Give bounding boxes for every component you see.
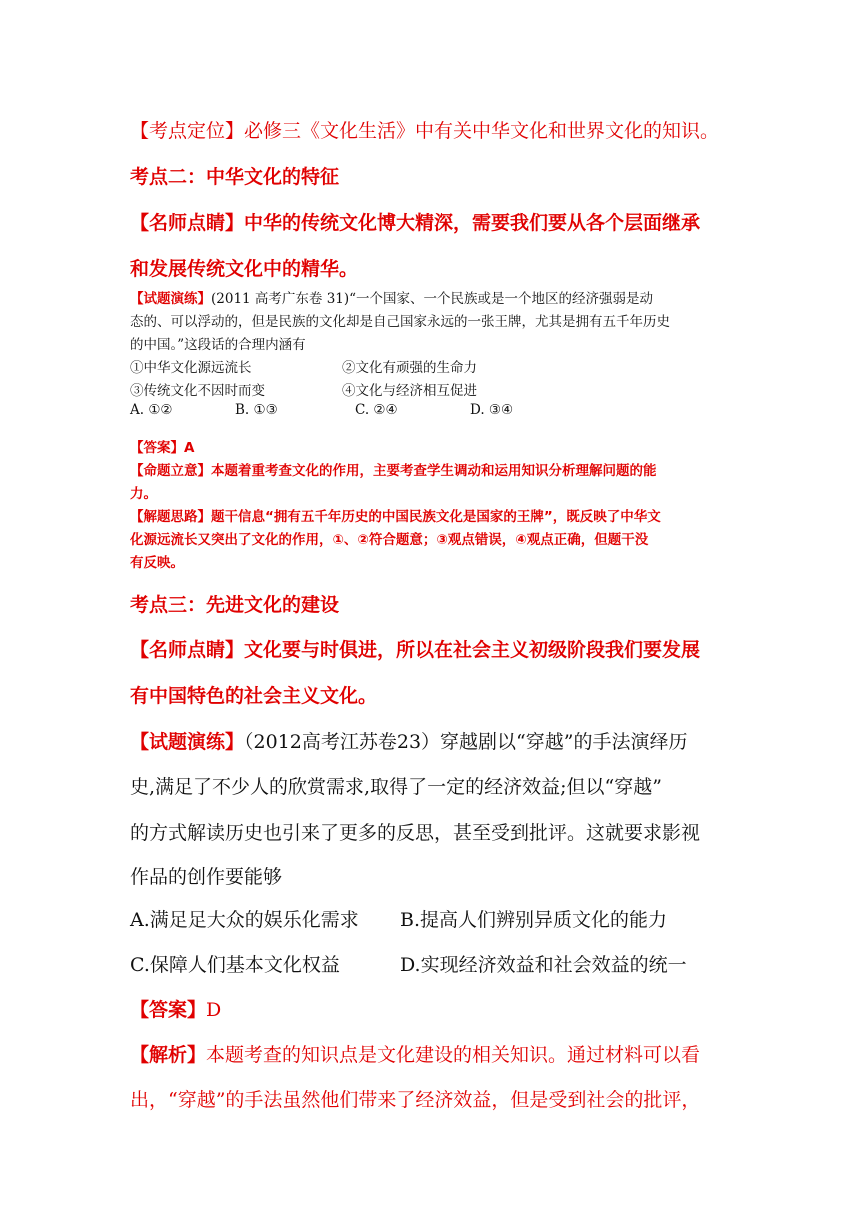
choice-b: B.提高人们辨别异质文化的能力	[400, 909, 668, 931]
analysis-line2: 出，“穿越”的手法虽然他们带来了经济效益，但是受到社会的批评，	[130, 1089, 701, 1111]
question-text: (2011 高考广东卷 31)“一个国家、一个民族或是一个地区的经济强弱是动	[211, 291, 654, 307]
choice-d: D.实现经济效益和社会效益的统一	[400, 954, 687, 976]
question-1-line2: 态的、可以浮动的，但是民族的文化却是自己国家永远的一张王牌，尤其是拥有五千年历史	[130, 314, 670, 330]
answer-value: D	[206, 999, 222, 1021]
intent-line1: 【命题立意】本题着重考查文化的作用，主要考查学生调动和运用知识分析理解问题的能	[130, 463, 657, 479]
statement-item: ①中华文化源远流长	[130, 360, 252, 376]
choice-d: D. ③④	[470, 402, 514, 418]
intent-line2: 力。	[130, 486, 157, 502]
section-heading-2: 考点二：中华文化的特征	[130, 166, 340, 188]
question-2-line1	[130, 727, 687, 754]
bracket-label: 【答案】	[130, 999, 207, 1021]
choice-a: A.满足足大众的娱乐化需求	[130, 909, 359, 931]
teacher-tip-3-line2: 有中国特色的社会主义文化。	[130, 685, 378, 707]
exam-point-location	[130, 116, 719, 143]
section-heading-3: 考点三：先进文化的建设	[130, 594, 340, 616]
choice-c: C.保障人们基本文化权益	[130, 954, 340, 976]
question-1-line3: 的中国。”这段话的合理内涵有	[130, 337, 306, 353]
statement-item: ②文化有顽强的生命力	[342, 360, 477, 376]
question-text: （2012高考江苏卷23）穿越剧以“穿越”的手法演绎历	[244, 731, 688, 753]
answer-2	[130, 995, 221, 1022]
choice-c: C. ②④	[355, 402, 398, 418]
bracket-label: 【试题演练】	[130, 731, 245, 753]
analysis-line1	[130, 1040, 700, 1067]
analysis-text: 本题考查的知识点是文化建设的相关知识。通过材料可以看	[206, 1044, 701, 1066]
question-2-line3: 的方式解读历史也引来了更多的反思，甚至受到批评。这就要求影视	[130, 822, 701, 844]
question-2-line2: 史,满足了不少人的欣赏需求,取得了一定的经济效益;但以“穿越”	[130, 776, 662, 798]
choice-b: B. ①③	[235, 402, 278, 418]
bracket-label: 【解析】	[130, 1044, 207, 1066]
statement-item: ③传统文化不因时而变	[130, 383, 265, 399]
bracket-label: 【考点定位】	[130, 120, 245, 142]
bracket-label: 【试题演练】	[130, 291, 211, 307]
teacher-tip-2-line2: 和发展传统文化中的精华。	[130, 258, 359, 280]
idea-line2: 化源远流长又突出了文化的作用，①、②符合题意；③观点错误，④观点正确，但题干没	[130, 532, 649, 548]
answer-1: 【答案】A	[130, 440, 195, 456]
teacher-tip-3-line1: 【名师点睛】文化要与时俱进，所以在社会主义初级阶段我们要发展	[130, 639, 701, 661]
question-2-line4: 作品的创作要能够	[130, 866, 283, 888]
teacher-tip-2-line1: 【名师点睛】中华的传统文化博大精深，需要我们要从各个层面继承	[130, 212, 701, 234]
choice-a: A. ①②	[130, 402, 173, 418]
idea-line3: 有反映。	[130, 555, 184, 571]
question-1-line1	[130, 287, 653, 307]
statement-item: ④文化与经济相互促进	[342, 383, 477, 399]
idea-line1: 【解题思路】题干信息“拥有五千年历史的中国民族文化是国家的王牌”，既反映了中华文	[130, 509, 661, 525]
location-text: 必修三《文化生活》中有关中华文化和世界文化的知识。	[244, 120, 720, 142]
